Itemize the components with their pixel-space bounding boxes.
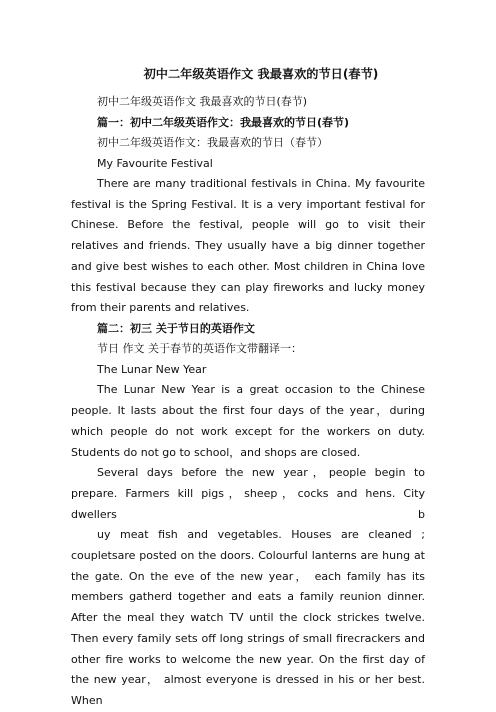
part2-subtitle: 节日 作文 关于春节的英语作文带翻译一： bbox=[97, 342, 302, 356]
part2-paragraph-2-line-1: Several days before the new year，people begin to prepare. Farmers kill pigs，sheep，cocks and hens. City dwellers b bbox=[71, 466, 425, 521]
part2-paragraph-2-continued: uy meat fish and vegetables. Houses are cleaned ; coupletsare posted on the doors. Colourful lanterns are hung at the gate. On the eve of the new year， each family has its members gatherd together and eats a family reunion dinner. After the meal they watch TV until the clock strickes twelve. Then every family sets off long strings of small firecrackers and other fire works to welcome the new year. On the first day of the new year， almost everyone is dressed in his or her best. When bbox=[71, 528, 425, 707]
part2-paragraph-1: The Lunar New Year is a great occasion to the Chinese people. It lasts about the first four days of the year，during which people do not work except for the workers on duty. Students do not go to school，and shops are closed. bbox=[71, 383, 425, 459]
part1-body: There are many traditional festivals in China. My favourite festival is the Spring Festival. It is a very important festival for Chinese. Before the festival, people will go to visit their relatives and friends. They usually have a big dinner together and give best wishes to each other. Most children in China love this festival because they can play fireworks and lucky money from their parents and relatives. bbox=[71, 177, 425, 315]
part1-heading: 篇一：初中二年级英语作文：我最喜欢的节日(春节) bbox=[97, 115, 350, 129]
part1-title-en: My Favourite Festival bbox=[97, 156, 213, 170]
part2-heading: 篇二：初三 关于节日的英语作文 bbox=[97, 321, 255, 335]
part2-title-en: The Lunar New Year bbox=[97, 362, 207, 376]
document-subtitle: 初中二年级英语作文 我最喜欢的节日(春节) bbox=[97, 95, 308, 108]
document-title: 初中二年级英语作文 我最喜欢的节日(春节) bbox=[143, 67, 379, 81]
part1-title-cn: 初中二年级英语作文：我最喜欢的节日（春节） bbox=[97, 136, 328, 149]
